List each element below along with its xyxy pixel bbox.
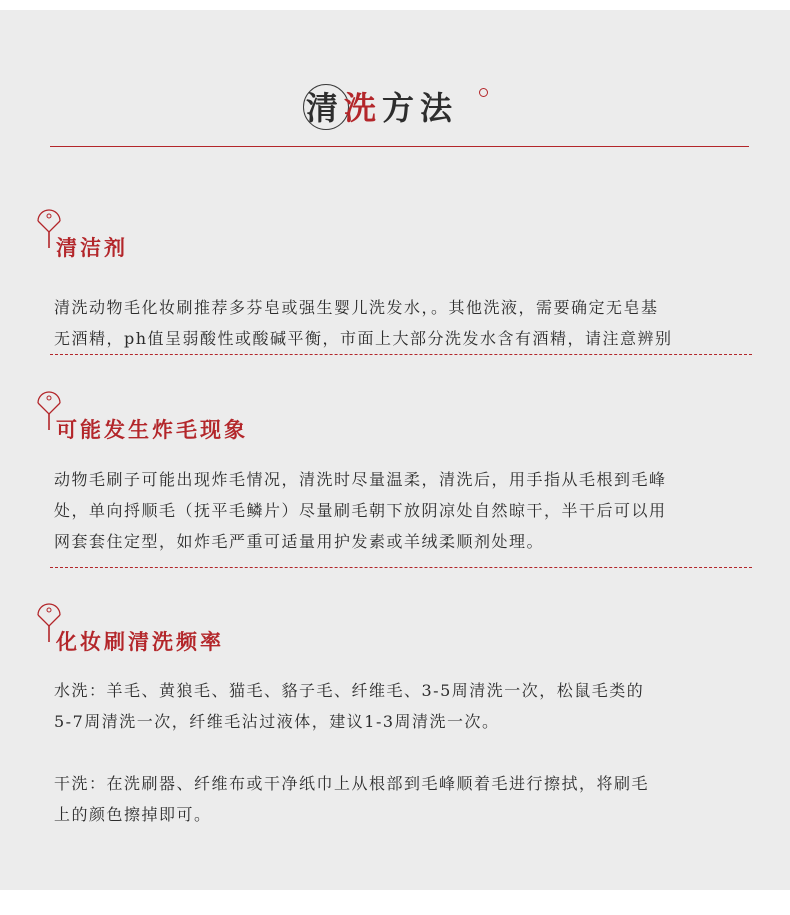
title-char-1: 清 <box>306 89 345 127</box>
dashed-divider <box>50 354 752 355</box>
body-line: 水洗：羊毛、黄狼毛、猫毛、貉子毛、纤维毛、3-5周清洗一次，松鼠毛类的 <box>54 681 645 700</box>
page-title <box>0 72 790 132</box>
section-heading: 可能发生炸毛现象 <box>56 417 248 442</box>
section-heading: 化妆刷清洗频率 <box>56 629 224 654</box>
body-line: 上的颜色擦掉即可。 <box>54 805 212 824</box>
title-char-4: 法 <box>420 89 459 127</box>
body-line: 清洗动物毛化妆刷推荐多芬皂或强生婴儿洗发水，。其他洗液，需要确定无皂基 <box>54 298 659 317</box>
body-line: 动物毛刷子可能出现炸毛情况，清洗时尽量温柔，清洗后，用手指从毛根到毛峰 <box>54 470 667 489</box>
body-line: 处，单向捋顺毛（抚平毛鳞片）尽量刷毛朝下放阴凉处自然晾干，半干后可以用 <box>54 501 667 520</box>
page-panel <box>0 10 790 890</box>
section-body-wash <box>54 675 644 737</box>
title-char-2: 洗 <box>344 89 383 127</box>
body-line: 干洗：在洗刷器、纤维布或干净纸巾上从根部到毛峰顺着毛进行擦拭，将刷毛 <box>54 774 650 793</box>
section-heading: 清洁剂 <box>56 235 128 260</box>
dashed-divider <box>50 567 752 568</box>
small-circle-icon <box>479 88 488 97</box>
section-body <box>54 464 667 557</box>
body-line: 5-7周清洗一次，纤维毛沾过液体，建议1-3周清洗一次。 <box>54 712 500 731</box>
title-char-3: 方 <box>382 89 421 127</box>
body-line: 网套套住定型，如炸毛严重可适量用护发素或羊绒柔顺剂处理。 <box>54 532 545 551</box>
body-line: 无酒精，ph值呈弱酸性或酸碱平衡，市面上大部分洗发水含有酒精，请注意辨别 <box>54 329 673 348</box>
section-body-dry <box>54 768 649 830</box>
title-divider <box>50 146 749 147</box>
section-body <box>54 292 673 354</box>
